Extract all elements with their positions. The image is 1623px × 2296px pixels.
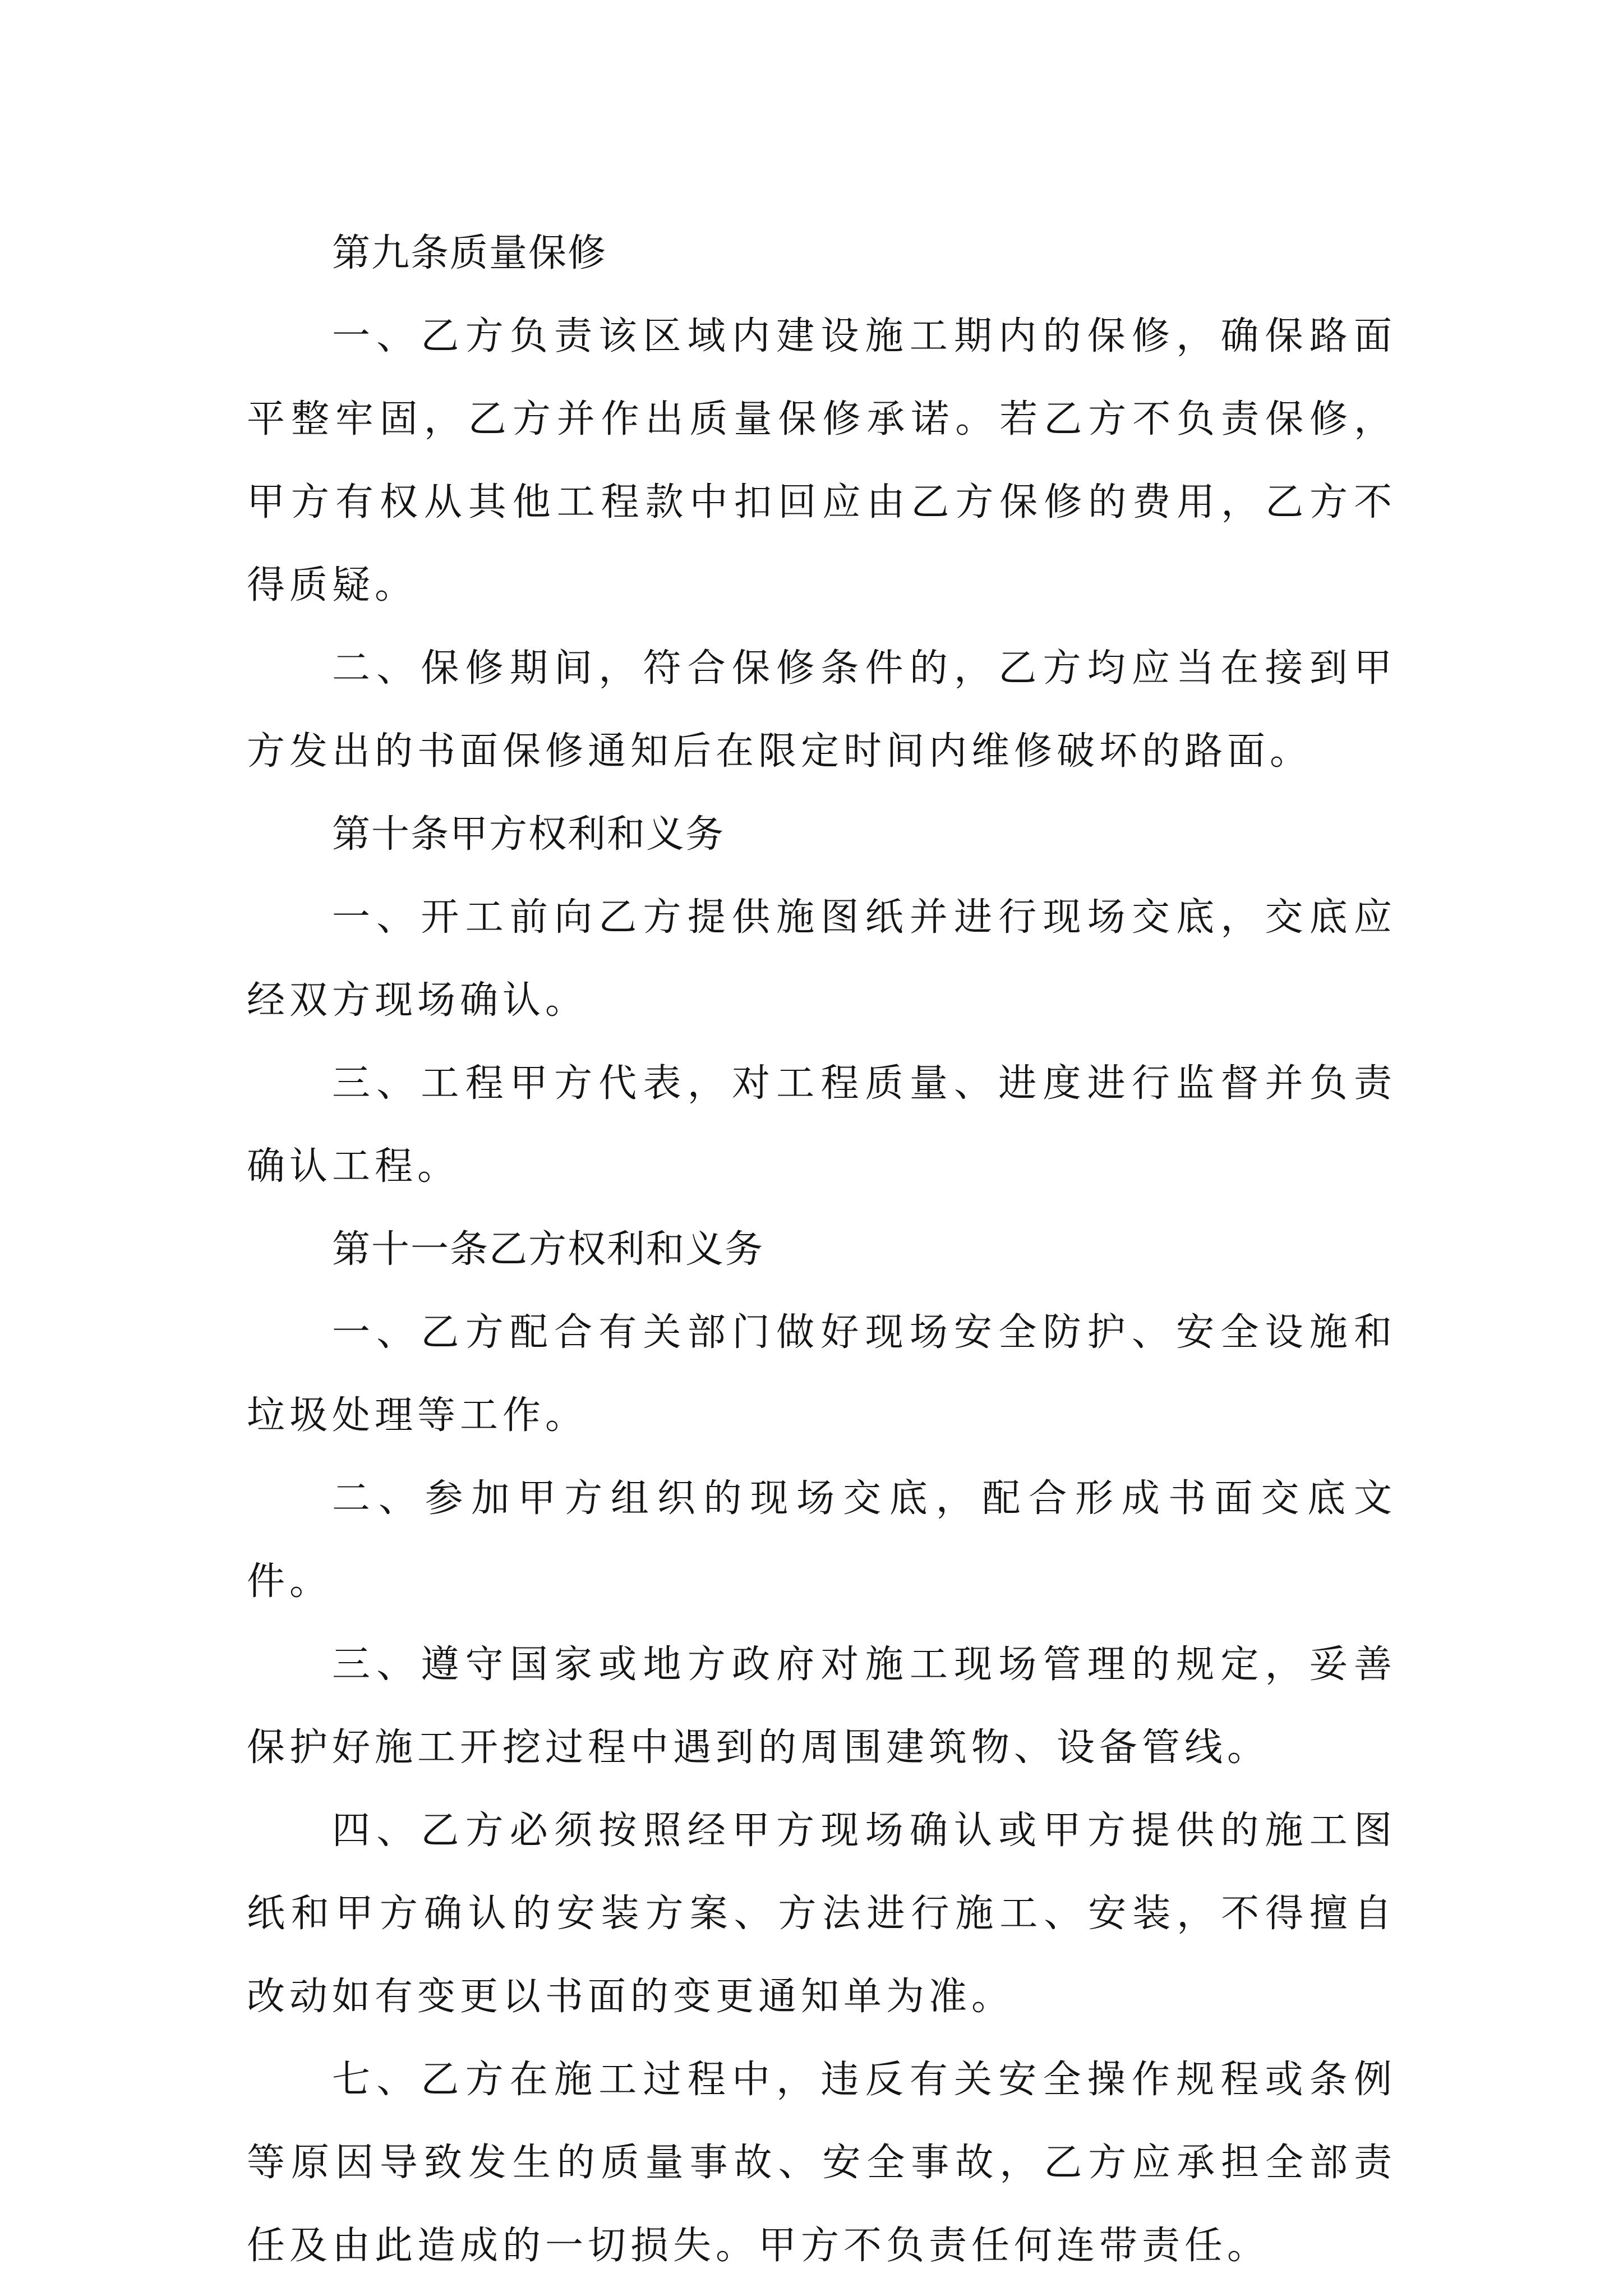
article-11-clause-1: 一、乙方配合有关部门做好现场安全防护、安全设施和垃圾处理等工作。 (247, 1310, 1396, 1438)
article-10-clause-1: 一、开工前向乙方提供施图纸并进行现场交底，交底应经双方现场确认。 (247, 895, 1396, 1023)
document-body (247, 212, 1396, 2288)
article-11-clause-3: 三、遵守国家或地方政府对施工现场管理的规定，妥善保护好施工开挖过程中遇到的周围建筑物、设备管线。 (247, 1642, 1396, 1770)
article-11-clause-2: 二、参加甲方组织的现场交底，配合形成书面交底文件。 (247, 1476, 1396, 1604)
article-10-heading: 第十条甲方权利和义务 (332, 812, 725, 857)
article-11-heading: 第十一条乙方权利和义务 (332, 1227, 764, 1272)
article-10-clause-3: 三、工程甲方代表，对工程质量、进度进行监督并负责确认工程。 (247, 1061, 1396, 1189)
article-11-clause-4: 四、乙方必须按照经甲方现场确认或甲方提供的施工图纸和甲方确认的安装方案、方法进行施工、安装，不得擅自改动如有变更以书面的变更通知单为准。 (247, 1809, 1396, 2019)
article-11-clause-7: 七、乙方在施工过程中，违反有关安全操作规程或条例等原因导致发生的质量事故、安全事故，乙方应承担全部责任及由此造成的一切损失。甲方不负责任何连带责任。 (247, 2058, 1396, 2268)
article-9-clause-1: 一、乙方负责该区域内建设施工期内的保修，确保路面平整牢固，乙方并作出质量保修承诺。若乙方不负责保修，甲方有权从其他工程款中扣回应由乙方保修的费用，乙方不得质疑。 (247, 314, 1396, 608)
article-9-heading: 第九条质量保修 (332, 231, 607, 275)
article-9-clause-2: 二、保修期间，符合保修条件的，乙方均应当在接到甲方发出的书面保修通知后在限定时间内维修破坏的路面。 (247, 646, 1396, 774)
